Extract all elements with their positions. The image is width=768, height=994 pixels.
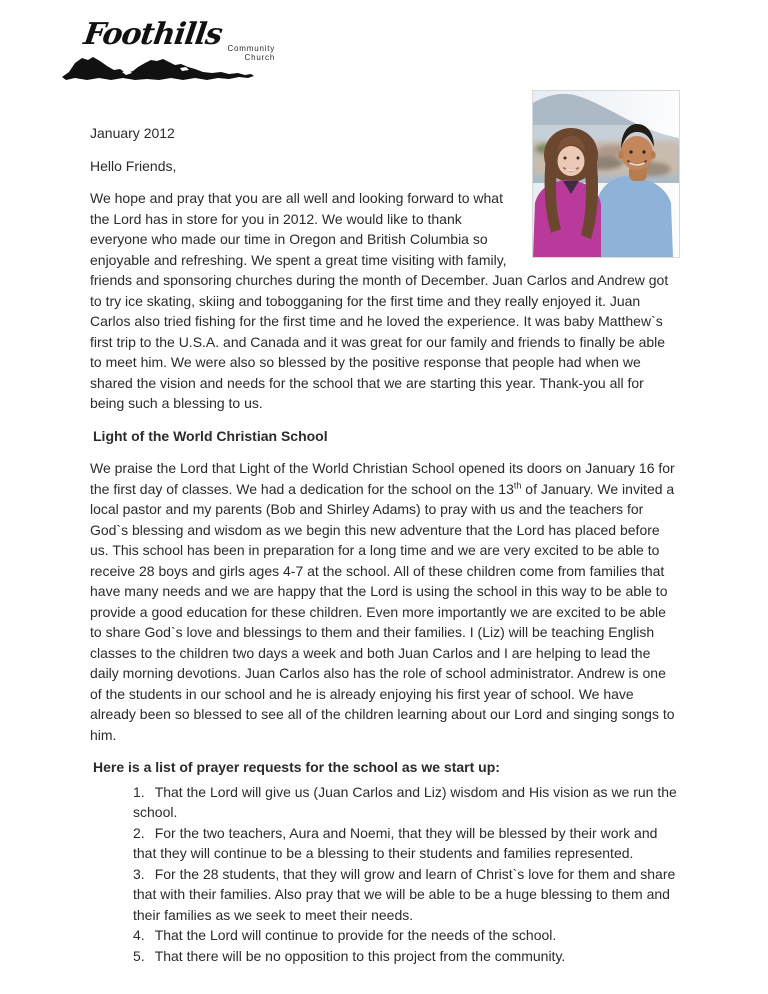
salutation: Hello Friends, (90, 157, 177, 174)
prayer-item (133, 823, 680, 864)
prayer-item (133, 925, 680, 946)
church-logo (62, 18, 680, 85)
prayer-item-text: For the 28 students, that they will grow and learn of Christ`s love for them and share that with their families. Also pray that we will be able to be a huge blessing to them and their families as we seek to meet their needs. (133, 865, 676, 923)
prayer-item-number: 1. (133, 783, 145, 800)
prayer-item-number: 4. (133, 927, 145, 943)
couple-photo (532, 90, 680, 258)
prayer-item-text: For the two teachers, Aura and Noemi, that they will be blessed by their work and that they will continue to be a blessing to their students and families represented. (133, 824, 658, 861)
logo-brand-script: Foothills (81, 17, 224, 52)
ordinal-superscript: th (513, 479, 522, 490)
prayer-item-number: 3. (133, 865, 145, 882)
prayer-item-text: That the Lord will give us (Juan Carlos and Liz) wisdom and His vision as we run the school. (133, 783, 677, 820)
mountain-silhouette-icon (62, 50, 254, 80)
prayer-item (133, 946, 680, 967)
school-paragraph-text-1: We praise the Lord that Light of the World Christian School opened its doors on January 16 for the first day of classes. We had a dedication for the school on the 13 (90, 460, 675, 497)
prayer-item (133, 782, 680, 823)
logo-subtitle-community: Community (227, 44, 276, 53)
prayer-item-text: That the Lord will continue to provide for the needs of the school. (154, 927, 557, 943)
prayer-item (133, 864, 680, 926)
prayer-item-text: That there will be no opposition to this project from the community. (154, 947, 566, 964)
school-heading: Light of the World Christian School (93, 427, 328, 444)
logo-subtitle (227, 44, 275, 62)
prayer-list (133, 782, 680, 967)
prayer-item-number: 2. (133, 824, 145, 841)
date-line: January 2012 (90, 125, 175, 141)
prayer-item-number: 5. (133, 947, 145, 964)
prayer-heading: Here is a list of prayer requests for the school as we start up: (93, 759, 500, 775)
logo-subtitle-church: Church (244, 53, 276, 62)
intro-paragraph: We hope and pray that you are all well and looking forward to what the Lord has in store for you in 2012. We would like to thank everyone who made our time in Oregon and British Columbia so enjoyable and refreshing. We spent a great time visiting with family, friends and sponsoring churches during the month of December. Juan Carlos and Andrew got to try ice skating, skiing and tobogganing for the first time and they really enjoyed it. Juan Carlos also tried fishing for the first time and he loved the experience. It was baby Matthew`s first trip to the U.S.A. and Canada and it was great for our family and friends to finally be able to meet him. We were also so blessed by the positive response that people had when we shared the vision and needs for the school that we are starting this year. Thank-you all for being such a blessing to us. (90, 190, 669, 411)
school-paragraph-text-2: of January. We invited a local pastor and my parents (Bob and Shirley Adams) to pray with us and the teachers for God`s blessing and wisdom as we begin this new adventure that the Lord has placed before us. This school has been in preparation for a long time and we are very excited to be able to receive 28 boys and girls ages 4-7 at the school. All of these children come from families that have many needs and we are happy that the Lord is using the school in this way to be able to provide a good education for these children. Even more importantly we are excited to be able to share God`s love and blessings to them and their families. I (Liz) will be teaching English classes to the children two days a week and both Juan Carlos and I are helping to lead the daily morning devotions. Juan Carlos also has the role of school administrator. Andrew is one of the students in our school and he is already enjoying his first year of school. We have already been so blessed to see all of the children learning about our Lord and singing songs to him. (90, 480, 675, 743)
school-paragraph (90, 458, 680, 745)
